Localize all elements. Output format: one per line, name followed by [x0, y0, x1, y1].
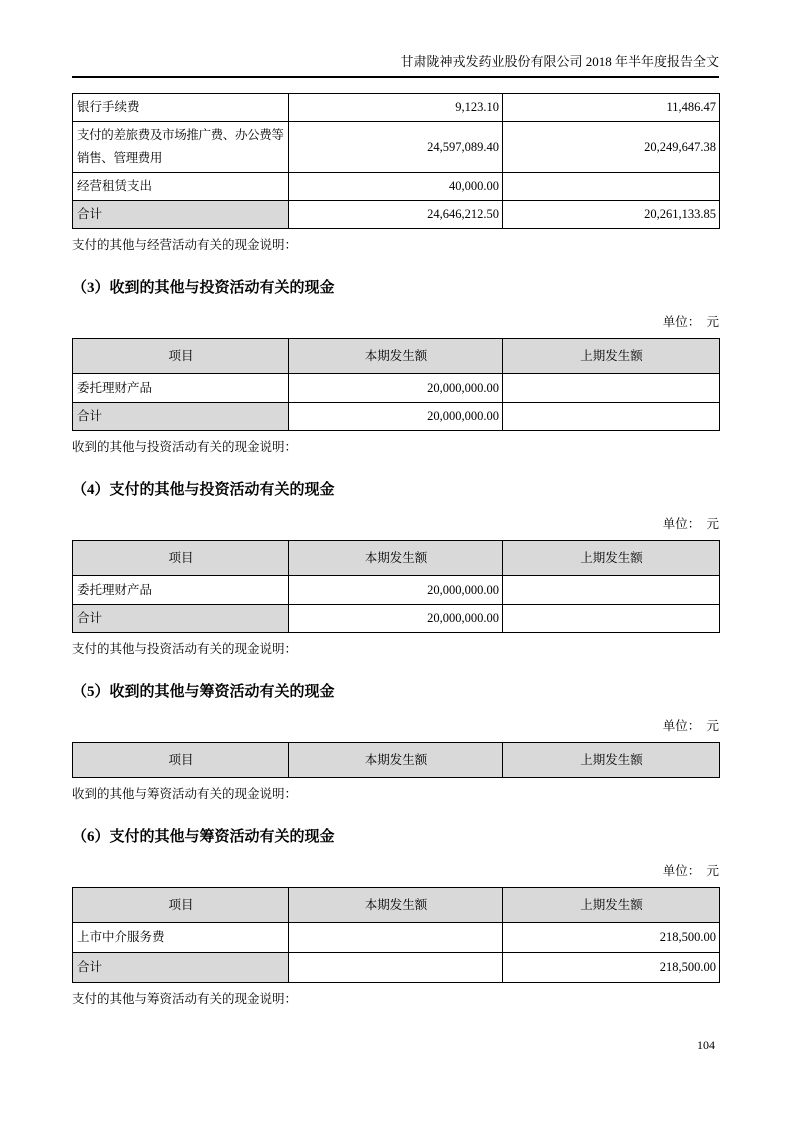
table-row-total: [73, 953, 720, 983]
cell-item: 委托理财产品: [73, 374, 289, 403]
cell-item: 委托理财产品: [73, 576, 289, 605]
table-row-total: [73, 403, 720, 431]
cell-current-value: 20,000,000.00: [289, 374, 503, 403]
col-header-item: 项目: [73, 339, 289, 374]
cell-item-total: 合计: [73, 403, 289, 431]
note-investment-received: 收到的其他与投资活动有关的现金说明：: [72, 440, 298, 455]
cell-current-value: 9,123.10: [289, 94, 503, 122]
cell-current-value: 24,646,212.50: [289, 201, 503, 229]
cell-item: 支付的差旅费及市场推广费、办公费等销售、管理费用: [73, 122, 289, 173]
section-investment-paid: [72, 480, 719, 658]
page-content: [72, 0, 719, 1008]
table-header-row: [73, 888, 720, 923]
section-heading-4: （4）支付的其他与投资活动有关的现金: [72, 482, 335, 499]
unit-label: 单位： 元: [662, 719, 719, 734]
col-header-current: 本期发生额: [289, 541, 503, 576]
note-financing-paid: 支付的其他与筹资活动有关的现金说明：: [72, 992, 298, 1007]
section-heading-5: （5）收到的其他与筹资活动有关的现金: [72, 684, 335, 701]
cell-prior-value: [503, 605, 720, 633]
section-heading-3: （3）收到的其他与投资活动有关的现金: [72, 280, 335, 297]
cell-current-value: 20,000,000.00: [289, 576, 503, 605]
cell-current-value: 20,000,000.00: [289, 403, 503, 431]
cell-item: 银行手续费: [73, 94, 289, 122]
col-header-prior: 上期发生额: [503, 339, 720, 374]
investment-received-table: [72, 338, 720, 431]
cell-prior-value: [503, 374, 720, 403]
note-investment-paid: 支付的其他与投资活动有关的现金说明：: [72, 642, 298, 657]
cell-item: 上市中介服务费: [73, 923, 289, 953]
cell-item-total: 合计: [73, 201, 289, 229]
cell-current-value: 40,000.00: [289, 173, 503, 201]
table-row: [73, 122, 720, 173]
table-row-total: [73, 201, 720, 229]
note-operating: 支付的其他与经营活动有关的现金说明：: [72, 238, 298, 253]
report-header-title: 甘肃陇神戎发药业股份有限公司 2018 年半年度报告全文: [400, 54, 719, 69]
cell-current-value: 20,000,000.00: [289, 605, 503, 633]
cell-item: 经营租赁支出: [73, 173, 289, 201]
table-row: [73, 94, 720, 122]
table-row: [73, 374, 720, 403]
table-row: [73, 173, 720, 201]
operating-cash-table: [72, 93, 720, 229]
cell-prior-value: 20,261,133.85: [503, 201, 720, 229]
col-header-prior: 上期发生额: [503, 888, 720, 923]
unit-label: 单位： 元: [662, 517, 719, 532]
section-financing-paid: [72, 827, 719, 1008]
section-heading-6: （6）支付的其他与筹资活动有关的现金: [72, 829, 335, 846]
cell-prior-value: [503, 403, 720, 431]
cell-prior-value: 20,249,647.38: [503, 122, 720, 173]
col-header-current: 本期发生额: [289, 339, 503, 374]
table-row-total: [73, 605, 720, 633]
unit-label: 单位： 元: [662, 315, 719, 330]
table-row: [73, 923, 720, 953]
cell-current-value: [289, 953, 503, 983]
cell-prior-value: 218,500.00: [503, 953, 720, 983]
cell-item-total: 合计: [73, 605, 289, 633]
page-number: 104: [697, 1038, 715, 1052]
cell-current-value: [289, 923, 503, 953]
header-rule: [72, 76, 719, 78]
col-header-prior: 上期发生额: [503, 743, 720, 778]
cell-prior-value: [503, 576, 720, 605]
cell-item-total: 合计: [73, 953, 289, 983]
section-financing-received: [72, 682, 719, 803]
cell-prior-value: 11,486.47: [503, 94, 720, 122]
col-header-item: 项目: [73, 888, 289, 923]
col-header-item: 项目: [73, 743, 289, 778]
cell-current-value: 24,597,089.40: [289, 122, 503, 173]
table-header-row: [73, 743, 720, 778]
financing-received-table: [72, 742, 720, 778]
cell-prior-value: [503, 173, 720, 201]
table-header-row: [73, 541, 720, 576]
col-header-prior: 上期发生额: [503, 541, 720, 576]
document-header: [72, 0, 719, 70]
investment-paid-table: [72, 540, 720, 633]
table-row: [73, 576, 720, 605]
unit-label: 单位： 元: [662, 864, 719, 879]
col-header-current: 本期发生额: [289, 743, 503, 778]
section-investment-received: [72, 278, 719, 456]
financing-paid-table: [72, 887, 720, 983]
note-financing-received: 收到的其他与筹资活动有关的现金说明：: [72, 787, 298, 802]
table-header-row: [73, 339, 720, 374]
cell-prior-value: 218,500.00: [503, 923, 720, 953]
col-header-current: 本期发生额: [289, 888, 503, 923]
col-header-item: 项目: [73, 541, 289, 576]
